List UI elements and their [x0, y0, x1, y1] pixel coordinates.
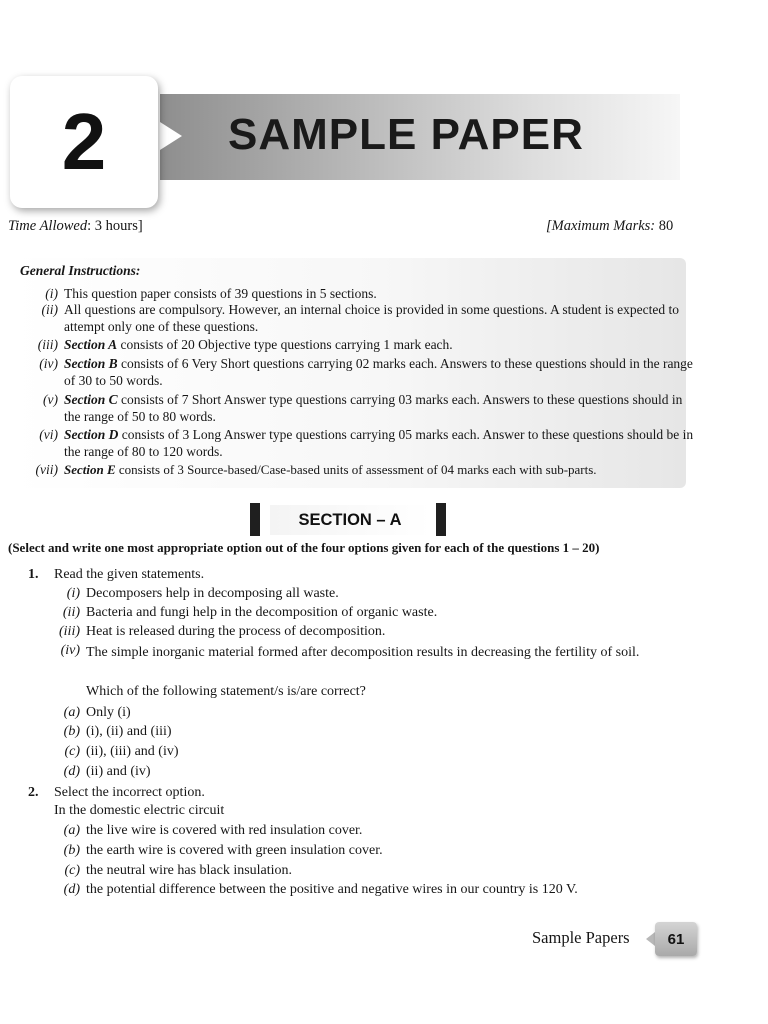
- option-label: (d): [63, 764, 80, 779]
- footer-label: Sample Papers: [532, 928, 630, 947]
- instruction-text: This question paper consists of 39 questions in 5 sections.: [64, 286, 377, 301]
- option-text: the live wire is covered with red insulation cover.: [86, 823, 363, 838]
- question-follow-up: Which of the following statement/s is/are correct?: [86, 684, 366, 699]
- option-label: (d): [63, 882, 80, 897]
- statement-text: The simple inorganic material formed after decomposition results in decreasing the fertility of soil.: [86, 645, 640, 660]
- paper-number: 2: [61, 97, 107, 186]
- instruction-label: (iii): [37, 337, 58, 352]
- option-text: the neutral wire has black insulation.: [86, 863, 293, 878]
- section-bar-left: [250, 503, 260, 536]
- marks-label: [Maximum Marks:: [546, 218, 656, 234]
- page-number: 61: [655, 922, 697, 956]
- section-ref: Section A: [64, 337, 118, 352]
- option-text: the potential difference between the positive and negative wires in our country is 120 V.: [86, 882, 578, 897]
- statement-text: Decomposers help in decomposing all waste.: [86, 586, 339, 601]
- instruction-label: (iv): [39, 356, 58, 371]
- instruction-text: Section B consists of 6 Very Short questions carrying 02 marks each. Answers to these questions should in the range of 30 to 50 words.: [64, 356, 693, 388]
- option-label: (a): [63, 705, 80, 720]
- select-instruction: (Select and write one most appropriate option out of the four options given for each of the questions 1 – 20): [8, 540, 600, 555]
- instruction-text: Section D consists of 3 Long Answer type questions carrying 05 marks each. Answer to these questions should be in the range of 80 to 120 words.: [64, 427, 694, 459]
- question-number: 1.: [28, 567, 39, 582]
- time-label: Time Allowed: [8, 218, 88, 234]
- question-text: Read the given statements.: [54, 567, 205, 582]
- instruction-label: (vii): [35, 462, 58, 477]
- paper-number-box: [10, 76, 158, 208]
- statement-text: Heat is released during the process of decomposition.: [86, 624, 386, 639]
- title-arrow-shape: [160, 122, 182, 150]
- marks-value: 80: [658, 218, 674, 234]
- option-label: (c): [64, 744, 80, 759]
- question-number: 2.: [28, 785, 39, 800]
- question-text: Select the incorrect option.: [54, 785, 205, 800]
- statement-label: (iv): [60, 643, 80, 658]
- instructions-heading: General Instructions:: [20, 263, 141, 278]
- instruction-text: Section E consists of 3 Source-based/Case-based units of assessment of 04 marks each with sub-parts.: [64, 462, 597, 477]
- instruction-text: All questions are compulsory. However, an internal choice is provided in some questions. A student is expected to attempt only one of these questions.: [64, 302, 679, 334]
- question-follow-up: In the domestic electric circuit: [54, 803, 225, 818]
- time-value: : 3 hours]: [87, 218, 143, 234]
- instruction-label: (ii): [41, 302, 58, 317]
- option-label: (a): [63, 823, 80, 838]
- option-text: the earth wire is covered with green insulation cover.: [86, 843, 383, 858]
- section-ref: Section E: [64, 462, 116, 477]
- section-ref: Section B: [64, 356, 118, 371]
- instruction-text: Section C consists of 7 Short Answer type questions carrying 03 marks each. Answers to these questions should in the range of 50 to 80 words.: [64, 392, 683, 424]
- statement-label: (iii): [59, 624, 80, 639]
- option-text: (ii), (iii) and (iv): [86, 744, 179, 759]
- instruction-label: (i): [45, 286, 58, 301]
- footer-arrow-shape: [646, 932, 655, 946]
- maximum-marks: [546, 218, 673, 235]
- option-label: (b): [63, 843, 80, 858]
- option-text: Only (i): [86, 705, 131, 720]
- instruction-label: (v): [43, 392, 58, 407]
- option-label: (b): [63, 724, 80, 739]
- option-text: (i), (ii) and (iii): [86, 724, 172, 739]
- option-label: (c): [64, 863, 80, 878]
- statement-label: (i): [66, 586, 80, 601]
- page-title: SAMPLE PAPER: [228, 110, 584, 159]
- section-ref: Section C: [64, 392, 118, 407]
- section-bar-right: [436, 503, 446, 536]
- option-text: (ii) and (iv): [86, 764, 151, 779]
- statement-label: (ii): [62, 605, 80, 620]
- time-allowed: [8, 218, 143, 235]
- statement-text: Bacteria and fungi help in the decomposition of organic waste.: [86, 605, 438, 620]
- instruction-text: Section A consists of 20 Objective type questions carrying 1 mark each.: [64, 337, 453, 352]
- section-ref: Section D: [64, 427, 119, 442]
- section-title: SECTION – A: [298, 511, 402, 529]
- instruction-label: (vi): [39, 427, 58, 442]
